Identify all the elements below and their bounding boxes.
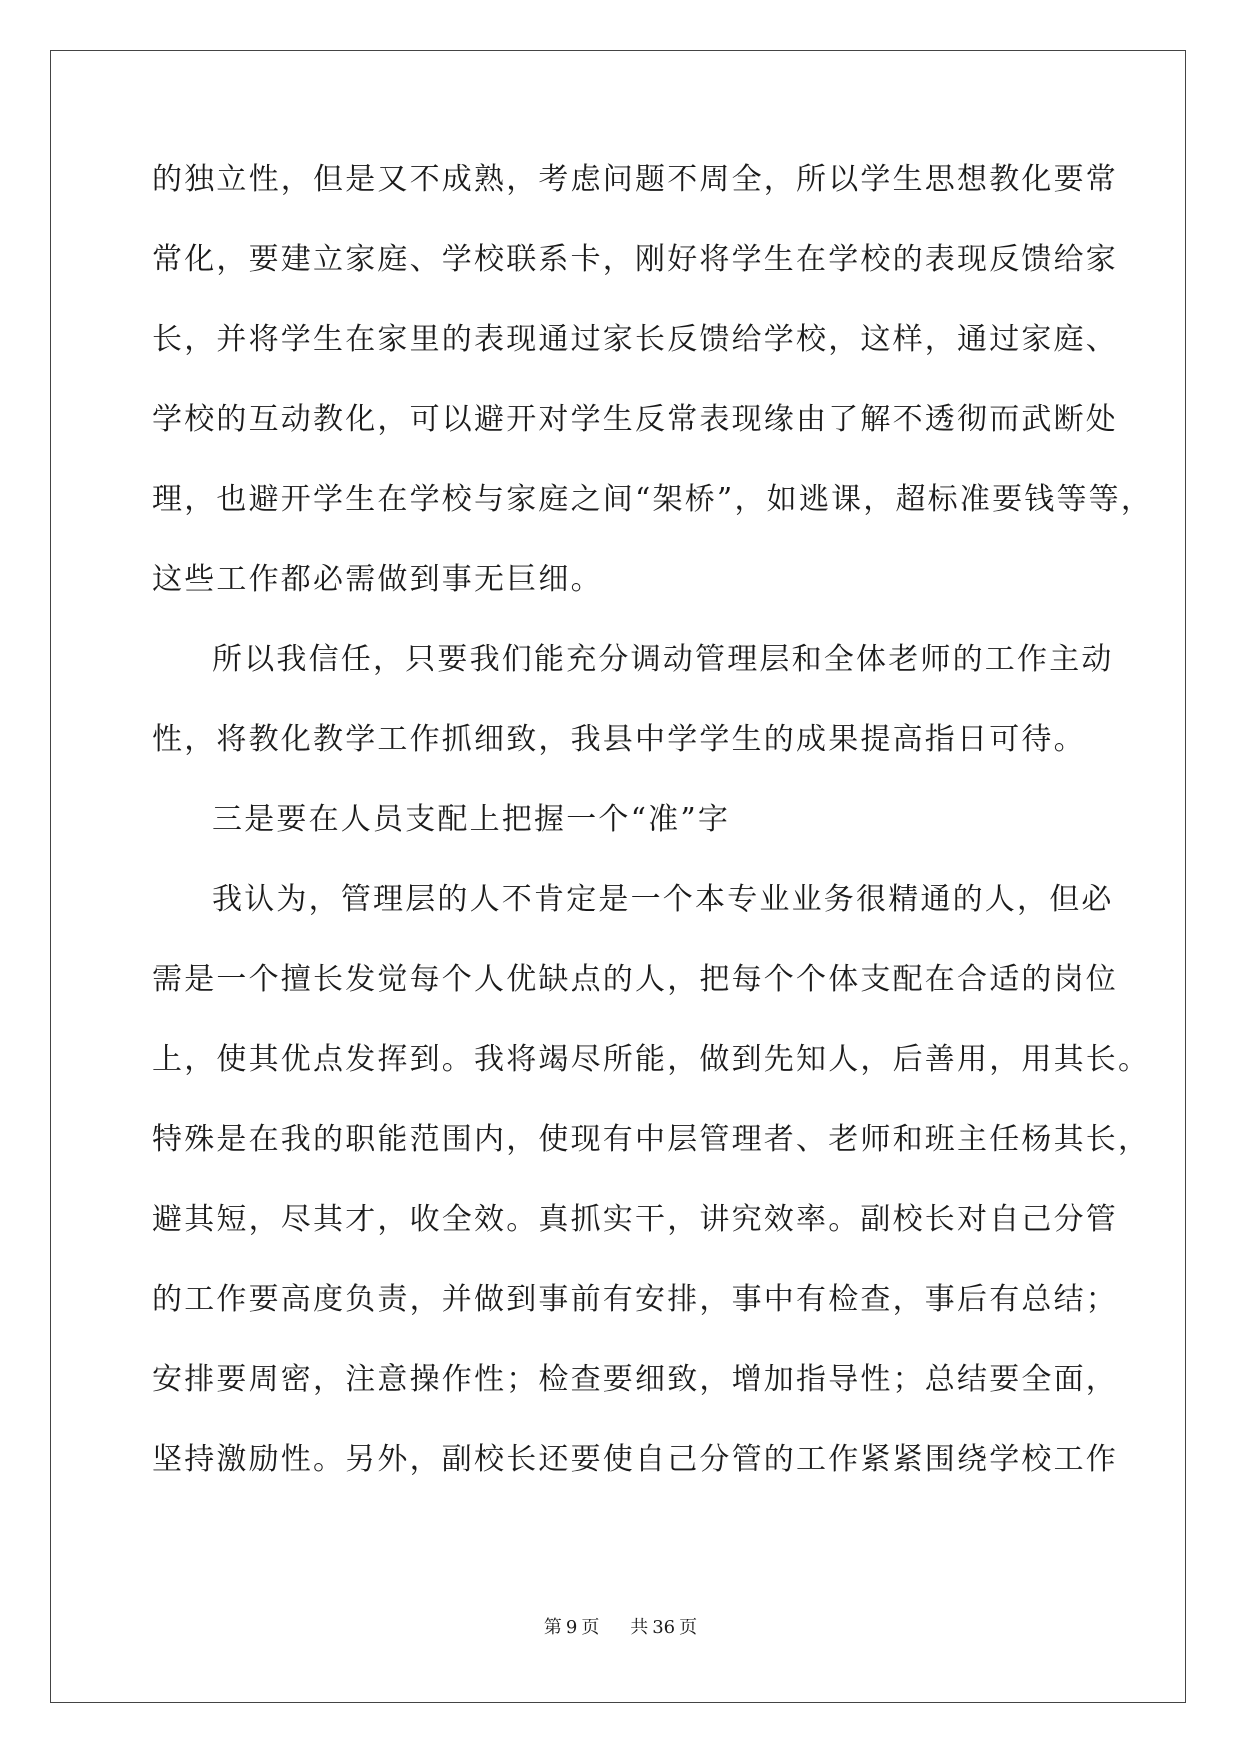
text-line: 需是一个擅长发觉每个人优缺点的人，把每个个体支配在合适的岗位 bbox=[152, 962, 1118, 997]
text-line: 特殊是在我的职能范围内，使现有中层管理者、老师和班主任杨其长， bbox=[152, 1122, 1151, 1157]
text-line: 理，也避开学生在学校与家庭之间“架桥”，如逃课，超标准要钱等等， bbox=[152, 482, 1154, 517]
text-line: 避其短，尽其才，收全效。真抓实干，讲究效率。副校长对自己分管 bbox=[152, 1202, 1118, 1237]
total-prefix: 共 bbox=[630, 1617, 649, 1638]
text-line: 学校的互动教化，可以避开对学生反常表现缘由了解不透彻而武断处 bbox=[152, 402, 1118, 437]
total-pages: 36 bbox=[652, 1617, 676, 1638]
text-line: 常化，要建立家庭、学校联系卡，刚好将学生在学校的表现反馈给家 bbox=[152, 242, 1118, 277]
page-footer bbox=[0, 1616, 1241, 1640]
page-suffix: 页 bbox=[581, 1617, 600, 1638]
text-line: 坚持激励性。另外，副校长还要使自己分管的工作紧紧围绕学校工作 bbox=[152, 1442, 1118, 1477]
text-line: 的独立性，但是又不成熟，考虑问题不周全，所以学生思想教化要常 bbox=[152, 162, 1118, 197]
paragraph-first-line: 我认为，管理层的人不肯定是一个本专业业务很精通的人，但必 bbox=[212, 882, 1114, 917]
text-line: 上，使其优点发挥到。我将竭尽所能，做到先知人，后善用，用其长。 bbox=[152, 1042, 1151, 1077]
total-pages-indicator bbox=[628, 1617, 699, 1638]
page-prefix: 第 bbox=[543, 1617, 562, 1638]
text-line: 这些工作都必需做到事无巨细。 bbox=[152, 562, 603, 597]
page-number: 9 bbox=[565, 1617, 578, 1638]
text-line: 安排要周密，注意操作性；检查要细致，增加指导性；总结要全面， bbox=[152, 1362, 1118, 1397]
text-line: 性，将教化教学工作抓细致，我县中学学生的成果提高指日可待。 bbox=[152, 722, 1086, 757]
section-heading: 三是要在人员支配上把握一个“准”字 bbox=[212, 802, 731, 837]
page-indicator bbox=[542, 1617, 601, 1638]
text-line: 长，并将学生在家里的表现通过家长反馈给学校，这样，通过家庭、 bbox=[152, 322, 1118, 357]
text-line: 的工作要高度负责，并做到事前有安排，事中有检查，事后有总结； bbox=[152, 1282, 1118, 1317]
total-suffix: 页 bbox=[679, 1617, 698, 1638]
paragraph-first-line: 所以我信任，只要我们能充分调动管理层和全体老师的工作主动 bbox=[212, 642, 1114, 677]
